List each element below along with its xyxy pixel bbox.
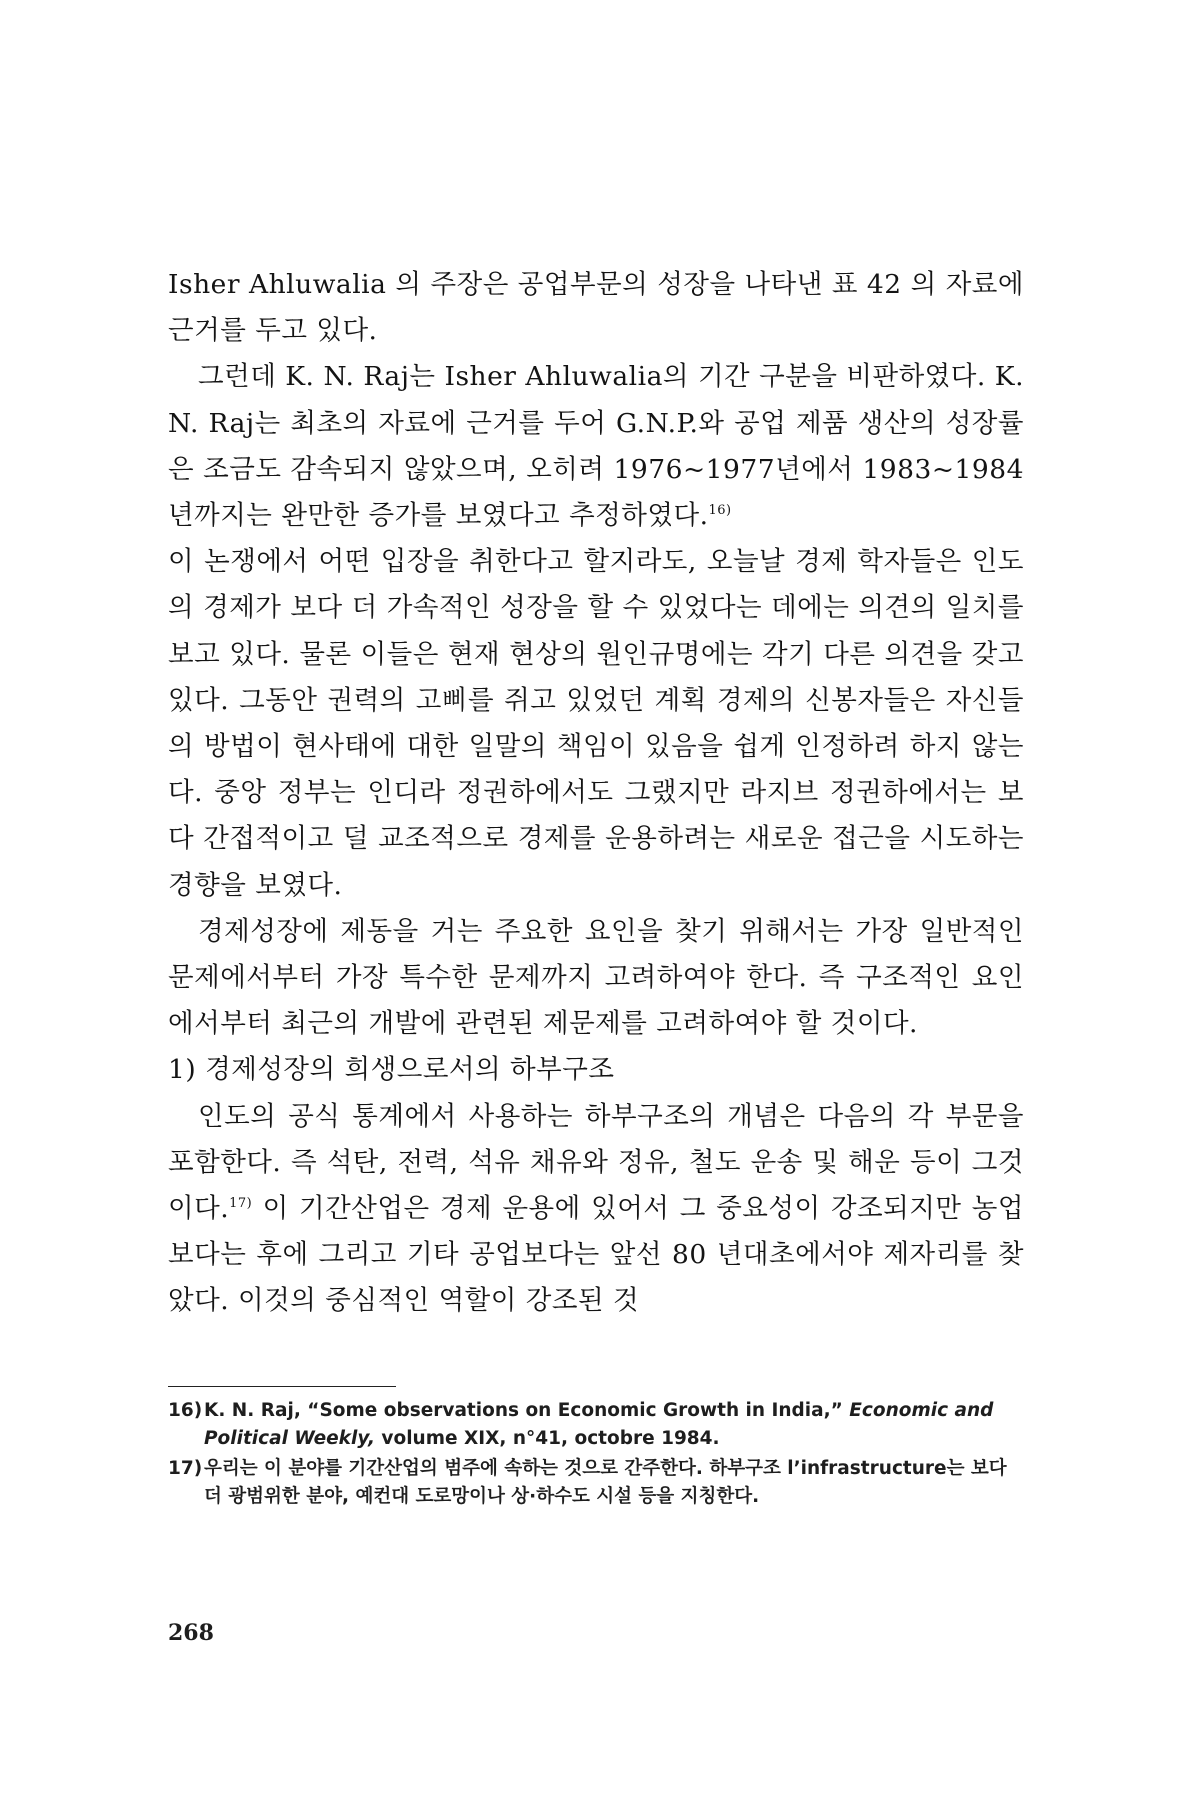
paragraph-4: 경제성장에 제동을 거는 주요한 요인을 찾기 위해서는 가장 일반적인 문제에서부터 가장 특수한 문제까지 고려하여야 한다. 즉 구조적인 요인에서부터 최근의 개발에 관련된 제문제를 고려하여야 할 것이다. — [168, 915, 1024, 1040]
page-number: 268 — [168, 1620, 214, 1646]
section-heading: 1) 경제성장의 희생으로서의 하부구조 — [168, 1054, 615, 1086]
paragraph-1: Isher Ahluwalia 의 주장은 공업부문의 성장을 나타낸 표 42 의 자료에 근거를 두고 있다. — [168, 269, 1024, 347]
main-text — [168, 262, 1024, 1325]
footnote-text: 우리는 이 분야를 기간산업의 범주에 속하는 것으로 간주한다. 하부구조 l’infrastructure는 보다 더 광범위한 분야, 예컨대 도로망이나 상·하수도 시설 등을 지칭한다. — [204, 1458, 1007, 1507]
footnote-17 — [168, 1455, 1024, 1511]
footnote-ref-16: 16) — [708, 503, 732, 519]
footnotes — [168, 1397, 1024, 1513]
footnote-16 — [168, 1397, 1024, 1453]
footnote-ref-17: 17) — [229, 1196, 253, 1212]
paragraph-3: 이 논쟁에서 어떤 입장을 취한다고 할지라도, 오늘날 경제 학자들은 인도의 경제가 보다 더 가속적인 성장을 할 수 있었다는 데에는 의견의 일치를 보고 있다. 물론 이들은 현재 현상의 원인규명에는 각기 다른 의견을 갖고 있다. 그동안 권력의 고삐를 쥐고 있었던 계획 경제의 신봉자들은 자신들의 방법이 현사태에 대한 일말의 책임이 있음을 쉽게 인정하려 하지 않는다. 중앙 정부는 인디라 정권하에서도 그랬지만 라지브 정권하에서는 보다 간접적이고 덜 교조적으로 경제를 운용하려는 새로운 접근을 시도하는 경향을 보였다. — [168, 546, 1024, 901]
journal-title: Economic and Political Weekly, — [204, 1400, 994, 1449]
footnote-number: 17) — [168, 1458, 203, 1479]
footnote-divider — [168, 1386, 396, 1387]
paragraph-5: 인도의 공식 통계에서 사용하는 하부구조의 개념은 다음의 각 부문을 포함한다. 즉 석탄, 전력, 석유 채유와 정유, 철도 운송 및 해운 등이 그것이다.$^{17)}$ 이 기간산업은 경제 운용에 있어서 그 중요성이 강조되지만 농업보다는 후에 그리고 기타 공업보다는 앞선 80 년대초에서야 제자리를 찾았다. 이것의 중심적인 역할이 강조된 것 — [168, 1100, 1024, 1317]
footnote-number: 16) — [168, 1400, 203, 1421]
footnote-text: K. N. Raj, “Some observations on Economic Growth in India,” Economic and Political Weekly, volume XIX, n°41, octobre 1984. — [204, 1400, 994, 1449]
paragraph-2: 그런데 K. N. Raj는 Isher Ahluwalia의 기간 구분을 비판하였다. K. N. Raj는 최초의 자료에 근거를 두어 G.N.P.와 공업 제품 생산의 성장률은 조금도 감속되지 않았으며, 오히려 1976~1977년에서 1983~1984년까지는 완만한 증가를 보였다고 추정하였다.$^{16)}$ — [168, 361, 1025, 532]
